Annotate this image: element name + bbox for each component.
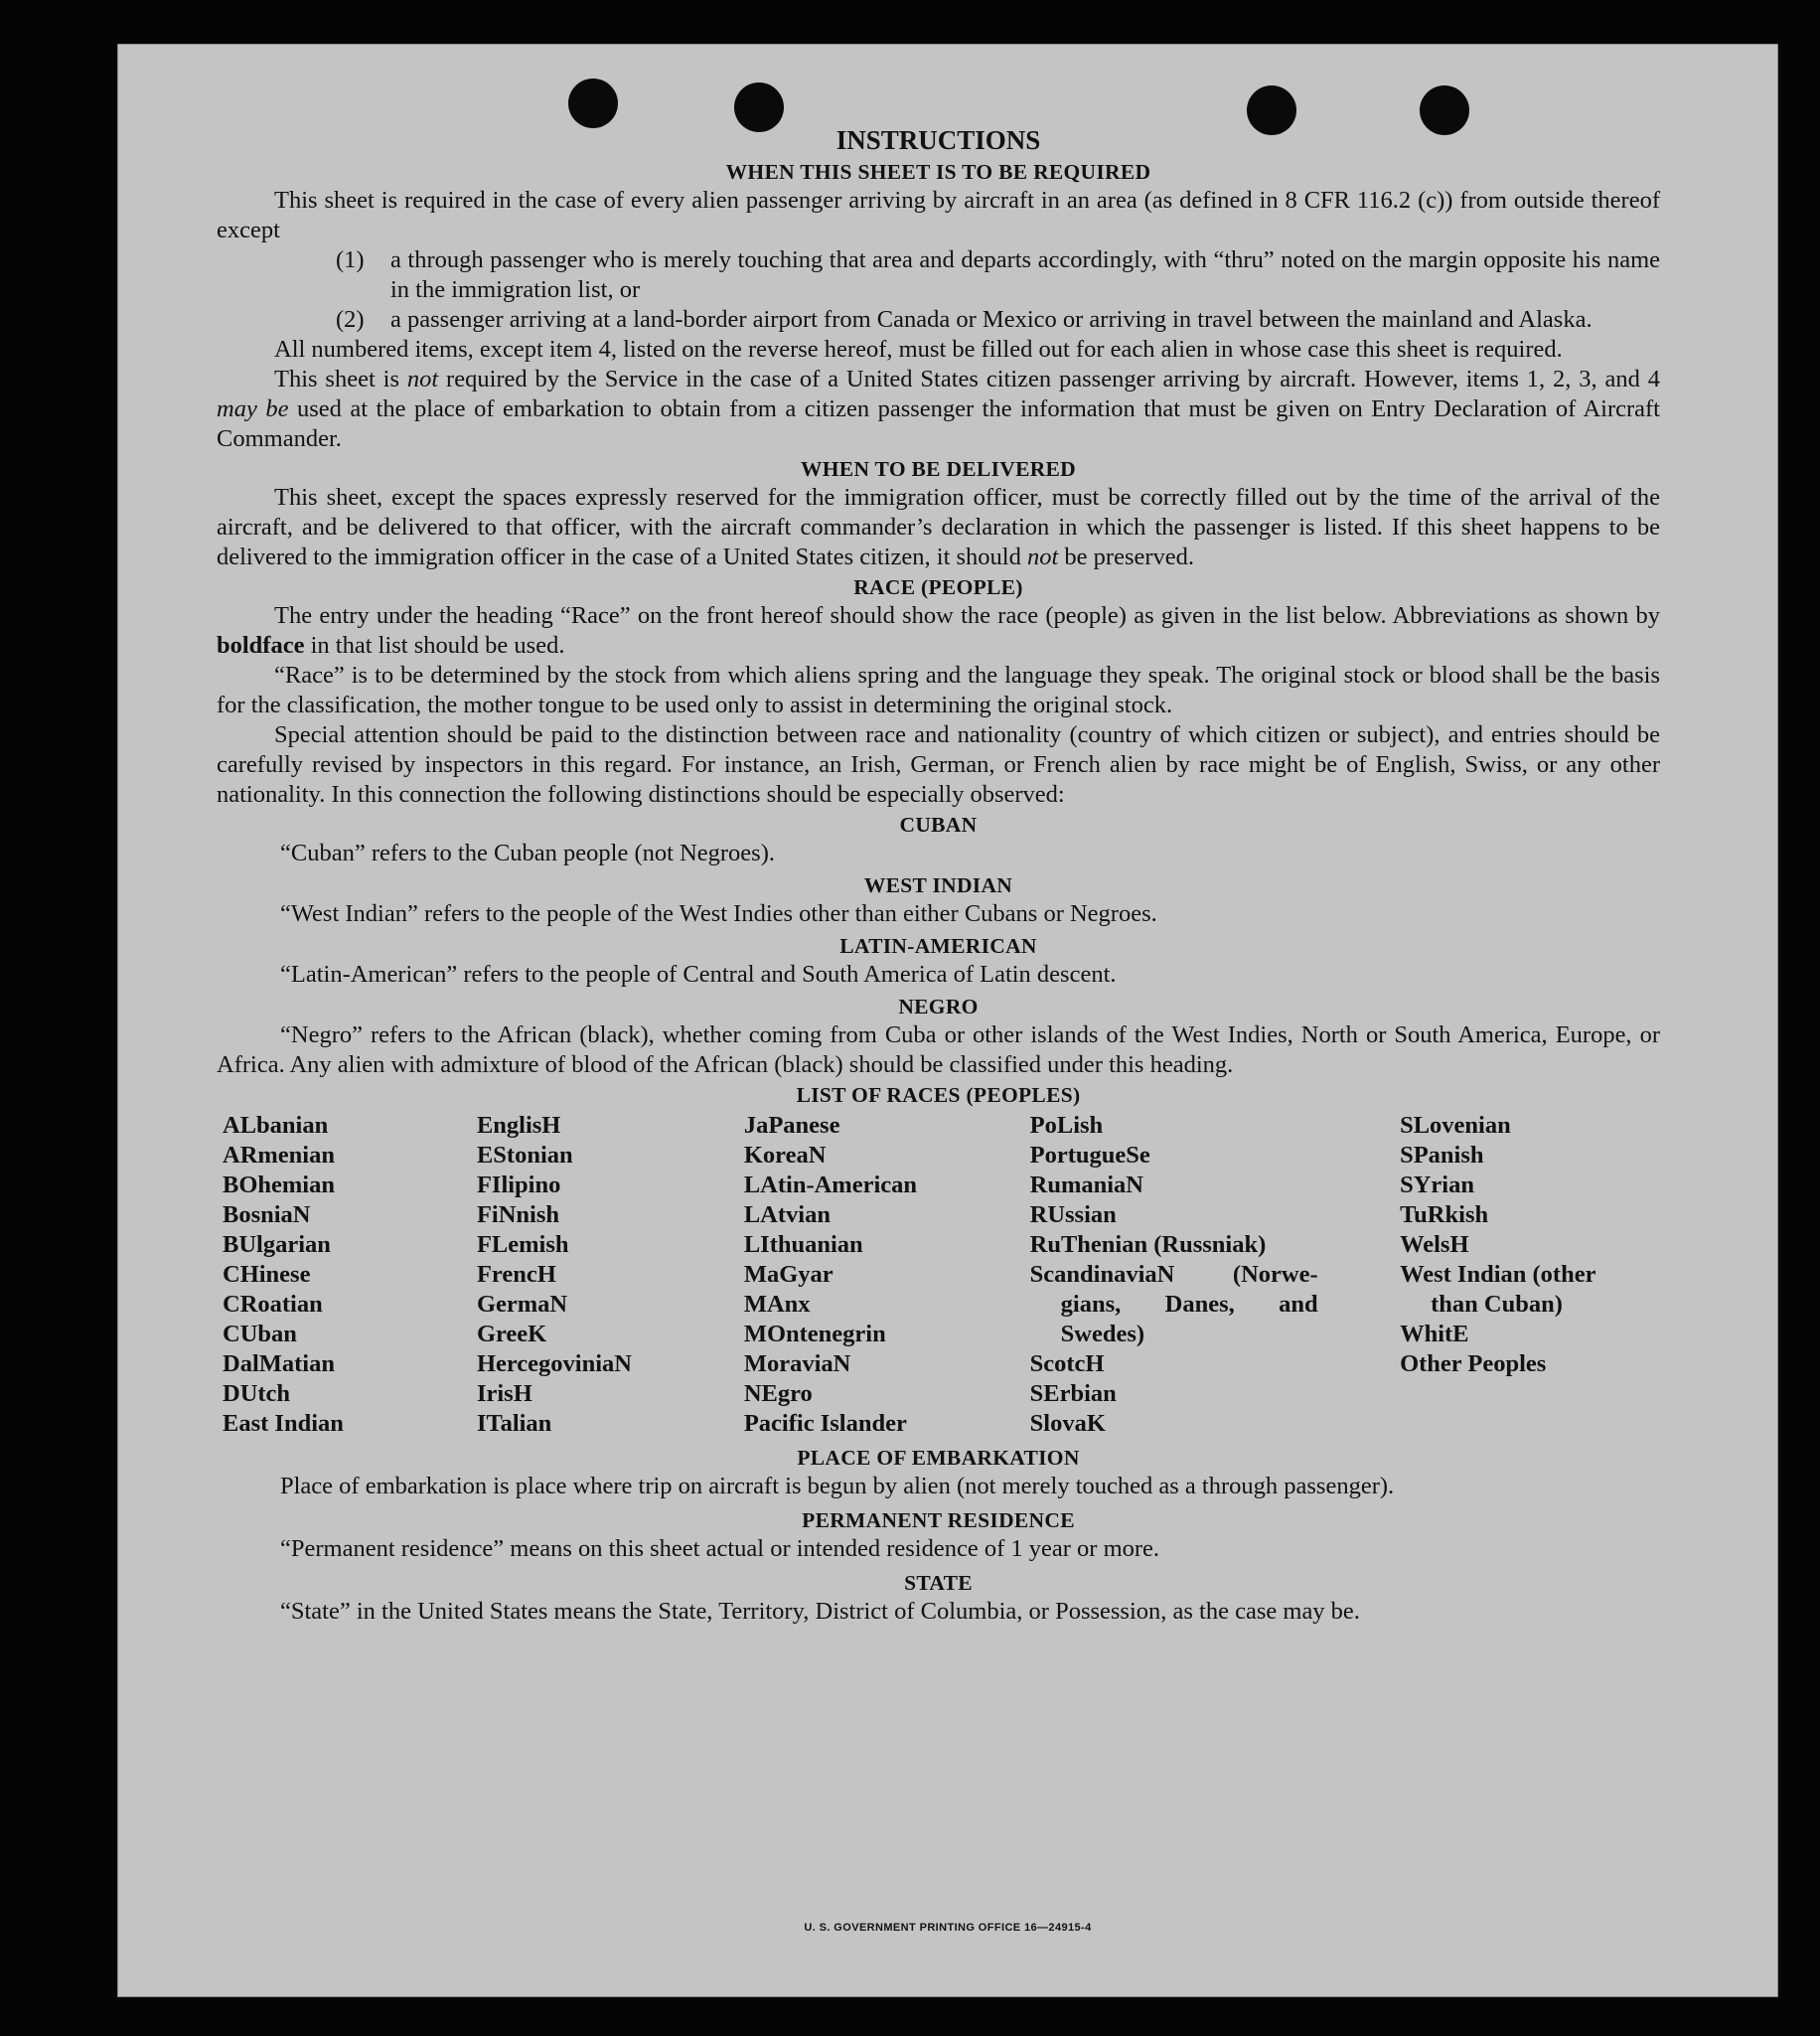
text-run: required by the Service in the case of a United States citizen passenger arriving by aircraft. However, items 1, 2, 3, and 4 <box>438 366 1661 392</box>
race-entry: CUban <box>223 1321 297 1347</box>
punch-hole <box>568 78 618 128</box>
emphasis: not <box>1026 544 1059 570</box>
race-entry: LAtvian <box>743 1201 831 1228</box>
race-entry: ITalian <box>476 1410 552 1437</box>
page-title: INSTRUCTIONS <box>835 125 1041 155</box>
race-entry: RuThenian (Russniak) <box>1029 1231 1267 1258</box>
text-run: used at the place of embarkation to obtain from a citizen passenger the information that must be given on Entry Declaration of Aircraft Commander. <box>217 395 1660 452</box>
race-entry: DUtch <box>223 1380 291 1407</box>
race-entry: ScandinaviaN (Norwe- <box>1029 1261 1318 1288</box>
race-entry: CRoatian <box>223 1291 323 1318</box>
bold-text: boldface <box>217 632 305 659</box>
race-entry: GermaN <box>476 1291 568 1318</box>
race-entry: SYrian <box>1400 1172 1474 1198</box>
text-run: in that list should be used. <box>304 632 565 659</box>
race-entry: BosniaN <box>223 1201 311 1228</box>
section-heading: RACE (PEOPLE) <box>853 575 1023 599</box>
race-entry: GreeK <box>476 1321 547 1347</box>
paragraph: “West Indian” refers to the people of the West Indies other than either Cubans or Negroes. <box>280 900 1157 927</box>
race-entry-continuation: than Cuban) <box>1431 1291 1563 1318</box>
section-heading: LIST OF RACES (PEOPLES) <box>796 1083 1081 1107</box>
item-text: a passenger arriving at a land-border airport from Canada or Mexico or arriving in travel between the mainland and Alaska. <box>390 306 1592 333</box>
race-entry: MOntenegrin <box>743 1321 886 1347</box>
race-entry: MoraviaN <box>743 1350 851 1377</box>
race-entry: RumaniaN <box>1029 1172 1143 1198</box>
instructions-body <box>217 123 1660 1627</box>
text-run: be preserved. <box>1058 544 1195 570</box>
race-entry: WelsH <box>1400 1231 1469 1258</box>
race-entry: EStonian <box>476 1142 573 1169</box>
race-entry: HercegoviniaN <box>476 1350 632 1377</box>
paragraph <box>217 365 1660 454</box>
race-entry: FLemish <box>476 1231 569 1258</box>
race-entry: DalMatian <box>223 1350 335 1377</box>
paragraph: This sheet is required in the case of every alien passenger arriving by aircraft in an area (as defined in 8 CFR 116.2 (c)) from outside thereof except <box>217 187 1660 243</box>
race-entry: KoreaN <box>743 1142 827 1169</box>
race-entry: CHinese <box>223 1261 311 1288</box>
race-entry: SErbian <box>1029 1380 1117 1407</box>
race-entry: MAnx <box>743 1291 811 1318</box>
race-entry: LIthuanian <box>743 1231 863 1258</box>
paragraph: “Permanent residence” means on this sheet actual or intended residence of 1 year or more. <box>280 1535 1160 1562</box>
race-entry: East Indian <box>223 1410 344 1437</box>
race-entry: LAtin-American <box>743 1172 918 1198</box>
race-entry: WhitE <box>1400 1321 1469 1347</box>
race-entry: PoLish <box>1029 1112 1104 1139</box>
race-list <box>217 1111 1660 1439</box>
race-column <box>744 1111 1030 1439</box>
paragraph <box>217 601 1660 661</box>
section-heading: NEGRO <box>898 995 979 1018</box>
text-run: The entry under the heading “Race” on the front hereof should show the race (people) as given in the list below. Abbreviations as shown by <box>274 602 1660 629</box>
race-entry: EnglisH <box>476 1112 561 1139</box>
race-entry: BUlgarian <box>223 1231 331 1258</box>
race-entry: ARmenian <box>223 1142 335 1169</box>
section-heading: WHEN THIS SHEET IS TO BE REQUIRED <box>725 160 1151 184</box>
list-item <box>217 305 1660 335</box>
race-entry: SLovenian <box>1400 1112 1511 1139</box>
section-heading: CUBAN <box>899 813 978 837</box>
race-column <box>1400 1111 1660 1439</box>
item-number: (1) <box>336 246 365 273</box>
section-heading: LATIN-AMERICAN <box>839 934 1037 958</box>
section-heading: STATE <box>904 1571 973 1595</box>
race-entry: RUssian <box>1029 1201 1117 1228</box>
item-number: (2) <box>336 306 365 333</box>
race-column <box>477 1111 744 1439</box>
emphasis: not <box>406 366 439 392</box>
race-entry: Other Peoples <box>1400 1350 1547 1377</box>
race-entry-continuation: gians, Danes, and <box>1060 1291 1318 1318</box>
race-entry: NEgro <box>743 1380 813 1407</box>
paragraph: “Negro” refers to the African (black), whether coming from Cuba or other islands of the West Indies, North or South America, Europe, or Africa. Any alien with admixture of blood of the African (black) should be classified under this heading. <box>217 1021 1660 1078</box>
text-run: This sheet, except the spaces expressly reserved for the immigration officer, must be correctly filled out by the time of the arrival of the aircraft, and be delivered to that officer, with the aircraft commander’s declaration in which the passenger is listed. If this sheet happens to be delivered to the immigration officer in the case of a United States citizen, it should <box>217 484 1660 570</box>
race-entry: ScotcH <box>1029 1350 1105 1377</box>
text-run: This sheet is <box>274 366 407 392</box>
section-heading: PERMANENT RESIDENCE <box>802 1508 1075 1532</box>
paragraph: All numbered items, except item 4, listed on the reverse hereof, must be filled out for each alien in whose case this sheet is required. <box>274 336 1563 363</box>
race-entry: FrencH <box>476 1261 556 1288</box>
paragraph: “Latin-American” refers to the people of Central and South America of Latin descent. <box>280 961 1117 988</box>
item-text: a through passenger who is merely touching that area and departs accordingly, with “thru” noted on the margin opposite his name in the immigration list, or <box>390 246 1660 303</box>
paragraph: “Race” is to be determined by the stock from which aliens spring and the language they speak. The original stock or blood shall be the basis for the classification, the mother tongue to be used only to assist in determining the original stock. <box>217 662 1660 718</box>
section-heading: WHEN TO BE DELIVERED <box>800 457 1077 481</box>
paragraph: “Cuban” refers to the Cuban people (not Negroes). <box>280 840 775 866</box>
race-entry: IrisH <box>476 1380 532 1407</box>
paragraph: Special attention should be paid to the distinction between race and nationality (country of which citizen or subject), and entries should be carefully revised by inspectors in this regard. For instance, an Irish, German, or French alien by race might be of English, Swiss, or any other nationality. In this connection the following distinctions should be especially observed: <box>217 721 1660 808</box>
race-column <box>1030 1111 1400 1439</box>
section-heading: PLACE OF EMBARKATION <box>797 1446 1080 1470</box>
race-entry: BOhemian <box>223 1172 335 1198</box>
race-entry: FiNnish <box>476 1201 559 1228</box>
race-entry: FIlipino <box>476 1172 561 1198</box>
paragraph <box>217 483 1660 572</box>
race-entry: PortugueSe <box>1029 1142 1150 1169</box>
paragraph: “State” in the United States means the State, Territory, District of Columbia, or Possession, as the case may be. <box>280 1598 1360 1625</box>
race-entry: JaPanese <box>743 1112 840 1139</box>
list-item <box>217 245 1660 305</box>
race-entry: TuRkish <box>1400 1201 1489 1228</box>
race-column <box>223 1111 477 1439</box>
document-sheet <box>117 44 1778 1997</box>
race-entry: Pacific Islander <box>743 1410 907 1437</box>
race-entry: SlovaK <box>1029 1410 1106 1437</box>
paragraph: Place of embarkation is place where trip on aircraft is begun by alien (not merely touched as a through passenger). <box>280 1473 1395 1499</box>
section-heading: WEST INDIAN <box>863 873 1013 897</box>
race-entry-continuation: Swedes) <box>1060 1321 1145 1347</box>
race-entry: ALbanian <box>223 1112 329 1139</box>
emphasis: may be <box>217 395 289 422</box>
race-entry: West Indian (other <box>1400 1261 1596 1288</box>
race-entry: SPanish <box>1400 1142 1484 1169</box>
printer-imprint: U. S. GOVERNMENT PRINTING OFFICE 16—24915-4 <box>804 1922 1092 1934</box>
race-entry: MaGyar <box>743 1261 834 1288</box>
